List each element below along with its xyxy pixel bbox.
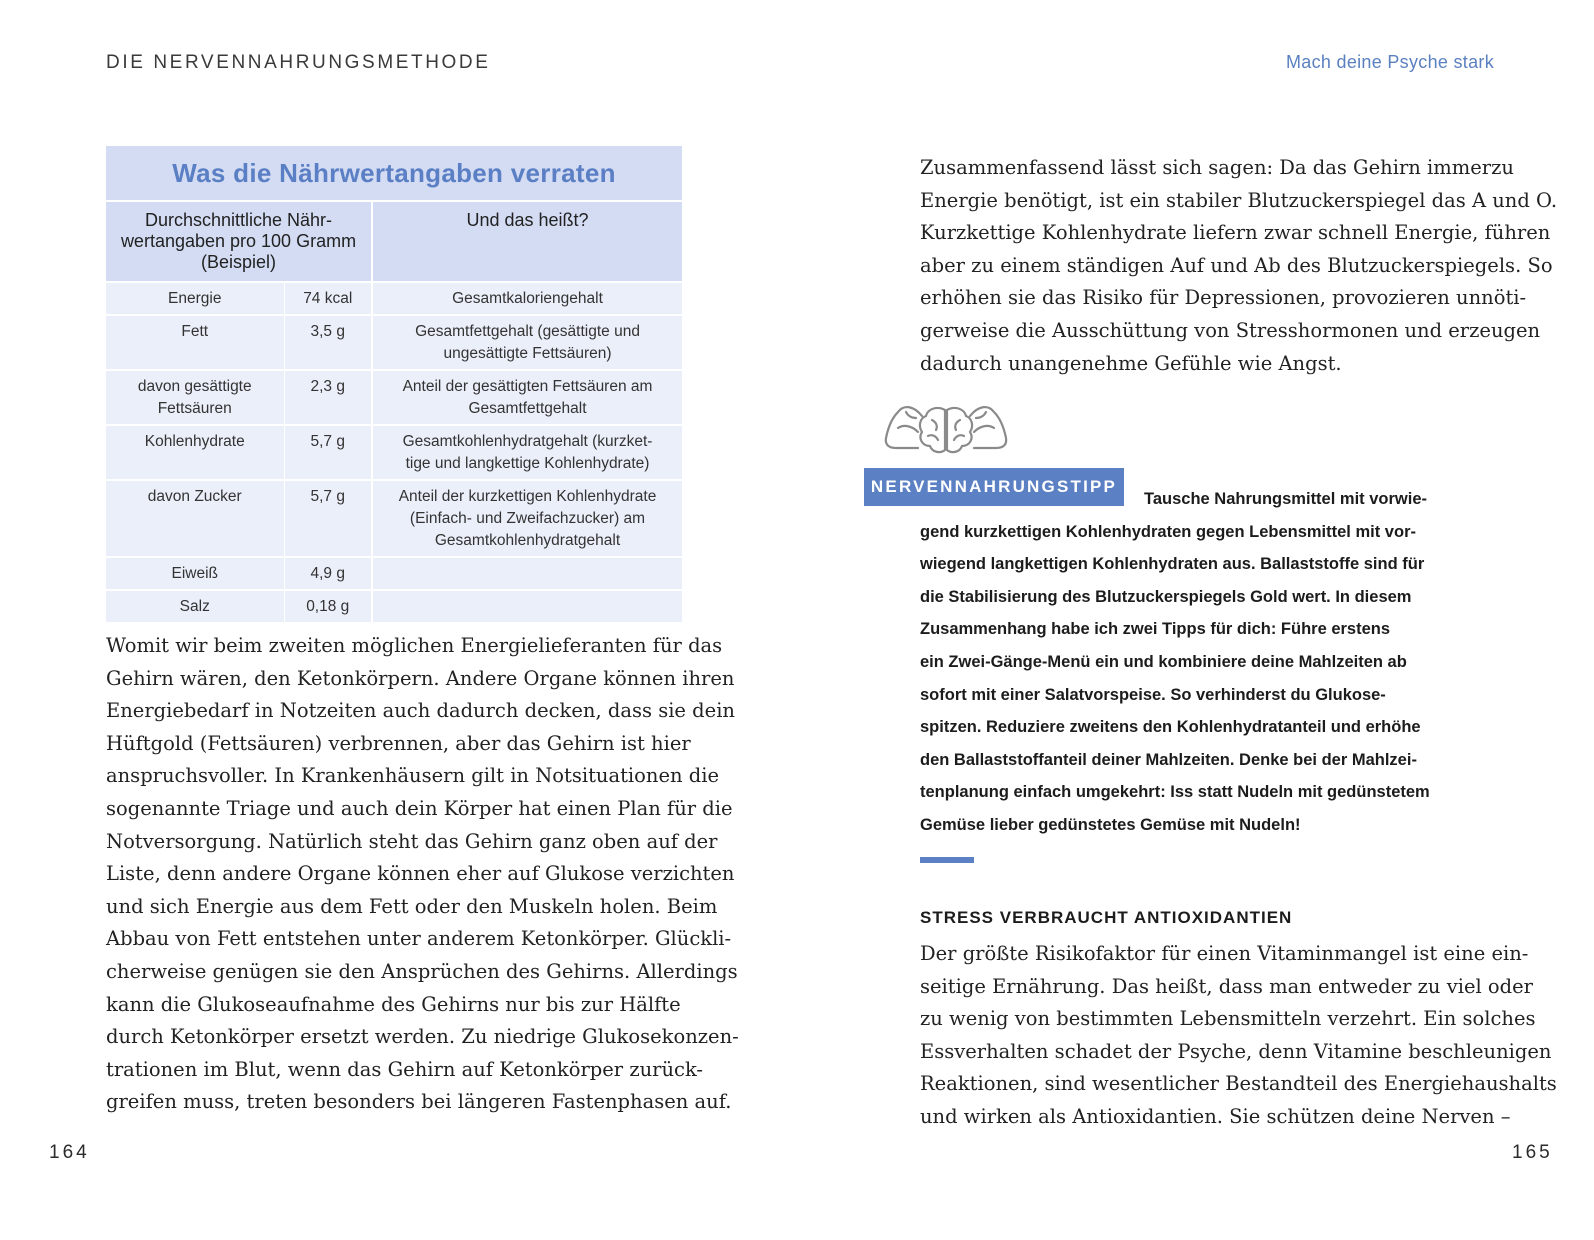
cell-line: Kohlenhydrate	[144, 433, 245, 450]
text-line: dadurch unangenehme Gefühle wie Angst.	[920, 351, 1342, 375]
cell-line: Gesamtfettgehalt	[468, 400, 587, 417]
nutrient-meaning	[372, 557, 682, 590]
nutrient-meaning	[372, 370, 682, 425]
text-line: greifen muss, treten besonders bei längeren Fastenphasen auf.	[106, 1090, 732, 1114]
cell-line: Gesamtkohlenhydratgehalt	[434, 532, 621, 549]
text-line: wiegend langkettigen Kohlenhydraten aus. Ballaststoffe sind für	[920, 555, 1425, 574]
table-title: Was die Nährwertangaben verraten	[106, 146, 682, 201]
text-line: Energie benötigt, ist ein stabiler Blutzuckerspiegel das A und O.	[920, 188, 1558, 212]
table-row	[106, 282, 682, 315]
nutrient-value: 0,18 g	[284, 590, 372, 622]
cell-line: Anteil der kurzkettigen Kohlenhydrate	[398, 488, 657, 505]
cell-line: ungesättigte Fettsäuren)	[443, 345, 612, 362]
text-line: Zusammenhang habe ich zwei Tipps für dich: Führe erstens	[920, 620, 1391, 639]
text-line: trationen im Blut, wenn das Gehirn auf Ketonkörper zurück-	[106, 1057, 704, 1081]
table-body	[106, 282, 682, 622]
text-line: cherweise genügen sie den Ansprüchen des Gehirns. Allerdings	[106, 959, 738, 983]
nutrient-meaning	[372, 425, 682, 480]
text-line: und wirken als Antioxidantien. Sie schützen deine Nerven –	[920, 1104, 1511, 1128]
header-line: Durchschnittliche Nähr-	[144, 210, 333, 230]
left-body-text	[106, 630, 739, 1119]
text-line: Womit wir beim zweiten möglichen Energielieferanten für das	[106, 634, 723, 657]
cell-line: davon gesättigte	[137, 378, 252, 395]
nutrient-name	[106, 370, 284, 425]
page-number-right: 165	[1512, 1142, 1553, 1163]
text-line: Kurzkettige Kohlenhydrate liefern zwar schnell Energie, führen	[920, 221, 1551, 245]
text-line: kann die Glukoseaufnahme des Gehirns nur bis zur Hälfte	[106, 992, 681, 1016]
text-line: tenplanung einfach umgekehrt: Iss statt Nudeln mit gedünstetem	[920, 783, 1430, 802]
nutrient-value: 4,9 g	[284, 557, 372, 590]
nutrient-value: 3,5 g	[284, 315, 372, 370]
text-line: zu wenig von bestimmten Lebensmitteln verzehrt. Ein solches	[920, 1007, 1536, 1031]
right-intro-text	[920, 152, 1558, 380]
table-header-values	[106, 201, 372, 282]
cell-line: Gesamtkaloriengehalt	[452, 290, 603, 307]
text-line: gend kurzkettigen Kohlenhydraten gegen Lebensmittel mit vor-	[920, 522, 1416, 541]
nutrient-name	[106, 557, 284, 590]
nutrient-name	[106, 590, 284, 622]
table-row	[106, 480, 682, 557]
nutrient-value: 5,7 g	[284, 425, 372, 480]
table-row	[106, 370, 682, 425]
table-header-meaning: Und das heißt?	[372, 201, 682, 282]
text-line: Liste, denn andere Organe können eher auf Glukose verzichten	[106, 862, 735, 886]
cell-line: Eiweiß	[171, 565, 218, 582]
text-line: durch Ketonkörper ersetzt werden. Zu niedrige Glukosekonzen-	[106, 1025, 739, 1049]
text-line: Gemüse lieber gedünstetes Gemüse mit Nudeln!	[920, 815, 1301, 834]
cell-line: Anteil der gesättigten Fettsäuren am	[402, 378, 653, 395]
cell-line: Fettsäuren	[157, 400, 232, 417]
table-row	[106, 425, 682, 480]
text-line: spitzen. Reduziere zweitens den Kohlenhydratanteil und erhöhe	[920, 718, 1421, 737]
text-line: Abbau von Fett entstehen unter anderem Ketonkörper. Glückli-	[106, 927, 732, 951]
cell-line: Energie	[168, 290, 222, 307]
header-line: wertangaben pro 100 Gramm	[120, 231, 357, 251]
cell-line: (Einfach- und Zweifachzucker) am	[409, 510, 646, 527]
nutrient-meaning	[372, 315, 682, 370]
text-line: den Ballaststoffanteil deiner Mahlzeiten. Denke bei der Mahlzei-	[920, 750, 1417, 769]
text-line: Der größte Risikofaktor für einen Vitaminmangel ist eine ein-	[920, 942, 1529, 965]
text-line: und sich Energie aus dem Fett oder den Muskeln holen. Beim	[106, 894, 718, 918]
text-line: gerweise die Ausschüttung von Stresshormonen und erzeugen	[920, 318, 1541, 342]
cell-line: Salz	[179, 598, 210, 615]
text-line: ein Zwei-Gänge-Menü ein und kombiniere deine Mahlzeiten ab	[920, 652, 1407, 671]
text-line: Tausche Nahrungsmittel mit vorwie-	[1144, 490, 1427, 508]
text-line: aber zu einem ständigen Auf und Ab des Blutzuckerspiegels. So	[920, 253, 1553, 277]
text-line: Hüftgold (Fettsäuren) verbrennen, aber das Gehirn ist hier	[106, 731, 691, 755]
nutrient-meaning	[372, 282, 682, 315]
tip-text	[920, 483, 1500, 842]
page-number-left: 164	[49, 1142, 90, 1163]
table-row	[106, 557, 682, 590]
table-row	[106, 590, 682, 622]
text-line: die Stabilisierung des Blutzuckerspiegels Gold wert. In diesem	[920, 587, 1412, 606]
text-line: Zusammenfassend lässt sich sagen: Da das Gehirn immerzu	[920, 156, 1514, 179]
nutrient-meaning	[372, 590, 682, 622]
running-head-left: DIE NERVENNAHRUNGSMETHODE	[106, 52, 491, 73]
table-row	[106, 315, 682, 370]
cell-line: tige und langkettige Kohlenhydrate)	[405, 455, 650, 472]
nutrient-name	[106, 480, 284, 557]
text-line: Essverhalten schadet der Psyche, denn Vitamine beschleunigen	[920, 1039, 1552, 1063]
nutrition-table	[106, 146, 682, 622]
nutrient-name	[106, 315, 284, 370]
text-line: erhöhen sie das Risiko für Depressionen, provozieren unnöti-	[920, 286, 1527, 310]
text-line: sogenannte Triage und auch dein Körper hat einen Plan für die	[106, 796, 733, 820]
cell-line: Gesamtkohlenhydratgehalt (kurzket-	[402, 433, 653, 450]
header-line: (Beispiel)	[200, 252, 277, 272]
text-line: Notversorgung. Natürlich steht das Gehirn ganz oben auf der	[106, 829, 718, 853]
text-line: anspruchsvoller. In Krankenhäusern gilt in Notsituationen die	[106, 764, 720, 788]
cell-line: davon Zucker	[147, 488, 242, 505]
nutrient-value: 5,7 g	[284, 480, 372, 557]
text-line: Reaktionen, sind wesentlicher Bestandteil des Energiehaushalts	[920, 1072, 1557, 1096]
text-line: Gehirn wären, den Ketonkörpern. Andere Organe können ihren	[106, 666, 735, 690]
tip-label: NERVENNAHRUNGSTIPP	[864, 468, 1124, 506]
cell-line: Fett	[181, 323, 209, 340]
nutrient-name	[106, 425, 284, 480]
running-head-right: Mach deine Psyche stark	[1286, 52, 1494, 72]
section-body-text	[920, 938, 1557, 1134]
nutrient-meaning	[372, 480, 682, 557]
strong-brain-icon	[884, 398, 1008, 460]
nutrient-value: 2,3 g	[284, 370, 372, 425]
tip-divider	[920, 857, 974, 863]
text-line: sofort mit einer Salatvorspeise. So verhinderst du Glukose-	[920, 685, 1386, 704]
nutrient-value: 74 kcal	[284, 282, 372, 315]
text-line: Energiebedarf in Notzeiten auch dadurch decken, dass sie dein	[106, 699, 735, 723]
cell-line: Gesamtfettgehalt (gesättigte und	[415, 323, 640, 340]
section-heading: STRESS VERBRAUCHT ANTIOXIDANTIEN	[920, 908, 1293, 927]
text-line: seitige Ernährung. Das heißt, dass man entweder zu viel oder	[920, 974, 1534, 998]
nutrient-name	[106, 282, 284, 315]
